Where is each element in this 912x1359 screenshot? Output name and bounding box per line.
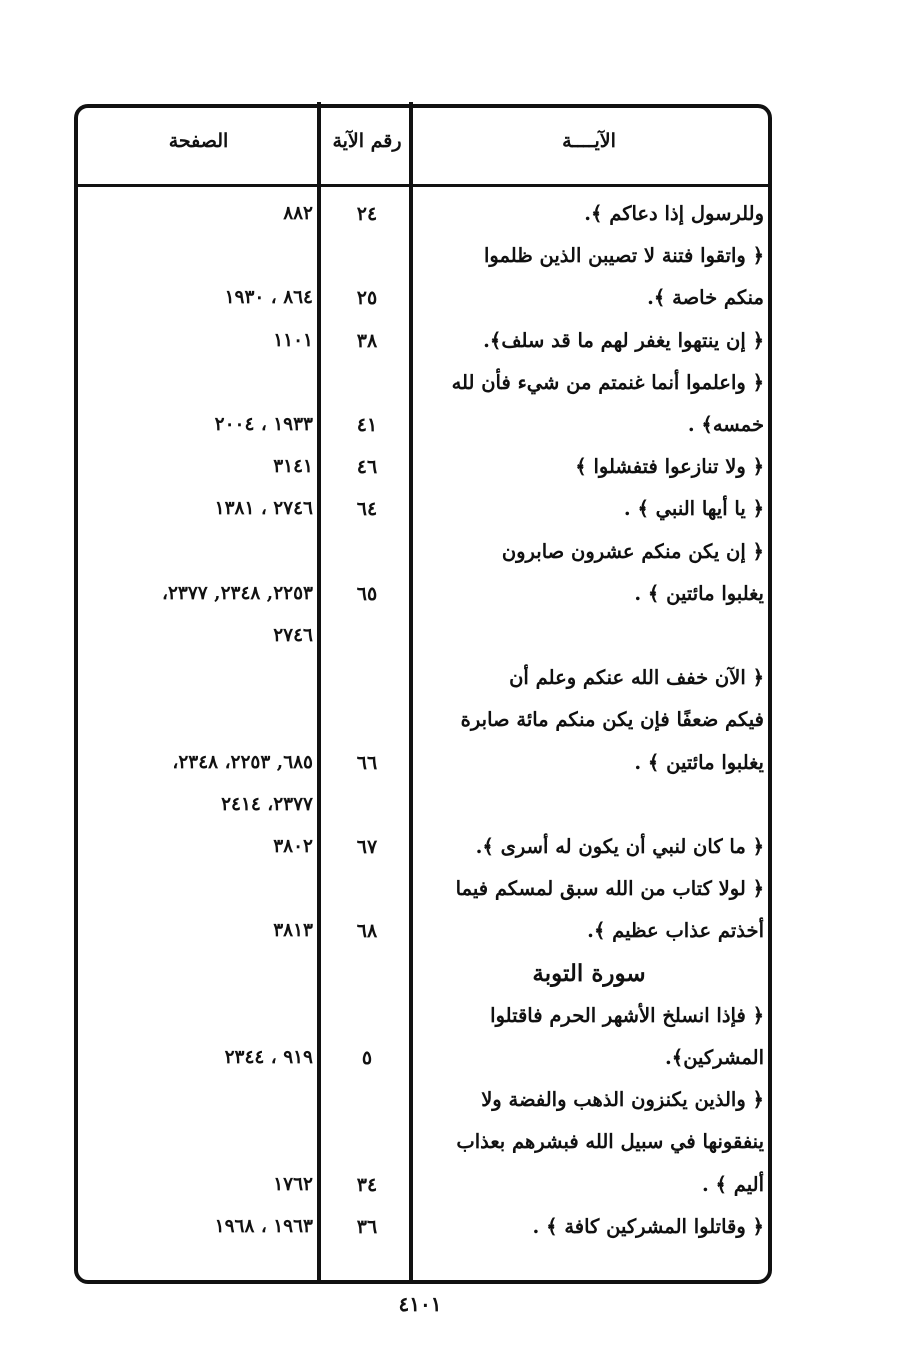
table-row xyxy=(0,362,912,404)
ayah-text: ﴿ ما كان لنبي أن يكون له أسرى ﴾. xyxy=(475,835,764,858)
ayah-number xyxy=(322,615,412,657)
ayah-text: ﴿ الآن خفف الله عنكم وعلم أن xyxy=(509,666,764,690)
page-references xyxy=(84,657,313,699)
ayah-text: ﴿ والذين يكنزون الذهب والفضة ولا xyxy=(481,1088,764,1112)
table-row xyxy=(0,277,912,319)
ayah-text: ﴿ إن يكن منكم عشرون صابرون xyxy=(501,539,764,563)
ayah-text: وللرسول إذا دعاكم ﴾. xyxy=(584,202,764,225)
table-row xyxy=(0,573,912,615)
page-references-text: ١٧٦٢ xyxy=(273,1173,313,1195)
table-row xyxy=(0,826,912,868)
ayah-number xyxy=(322,657,412,699)
page-references-text: ١٩٣٣ ، ٢٠٠٤ xyxy=(214,414,313,435)
table-row xyxy=(0,1121,912,1163)
page-references-text: ٢٣٧٧، ٢٤١٤ xyxy=(221,793,313,815)
ayah-number xyxy=(322,362,412,404)
table-row xyxy=(0,1206,912,1248)
page-references xyxy=(84,277,313,319)
ayah-number: ٦٦ xyxy=(356,751,378,774)
ayah-text: أخذتم عذاب عظيم ﴾. xyxy=(587,919,764,943)
header-number: رقم الآية xyxy=(332,130,402,152)
page-references xyxy=(84,742,313,784)
ayah-text: ﴿ يا أيها النبي ﴾ . xyxy=(623,497,764,521)
table-row xyxy=(0,404,912,446)
table-row xyxy=(0,193,912,235)
page-references xyxy=(84,615,313,657)
ayah-number xyxy=(322,699,412,741)
page-references xyxy=(84,1121,313,1163)
surah-title: سورة التوبة xyxy=(532,959,646,987)
table-row xyxy=(0,320,912,362)
ayah-number: ٦٤ xyxy=(356,498,378,521)
page-references xyxy=(84,320,313,362)
page-references-text: ١٩٦٣ ، ١٩٦٨ xyxy=(214,1215,313,1237)
ayah-text: ينفقونها في سبيل الله فبشرهم بعذاب xyxy=(456,1130,764,1154)
ayah-text: ﴿ ولا تنازعوا فتفشلوا ﴾ xyxy=(575,455,764,479)
page-references-text: ٩١٩ ، ٢٣٤٤ xyxy=(224,1047,313,1068)
ayah-text: خمسه﴾ . xyxy=(687,413,764,436)
ayah-text: ﴿ واعلموا أنما غنمتم من شيء فأن لله xyxy=(451,370,764,394)
table-row xyxy=(0,657,912,699)
page-references xyxy=(84,235,313,277)
ayah-number: ٢٤ xyxy=(356,203,378,225)
page-references xyxy=(84,362,313,404)
table-row xyxy=(0,488,912,530)
table-row xyxy=(0,446,912,488)
ayah-number: ٥ xyxy=(361,1047,373,1069)
table-row xyxy=(0,235,912,277)
ayah-number: ٤١ xyxy=(356,414,378,436)
table-row xyxy=(0,784,912,826)
ayah-number xyxy=(322,1121,412,1163)
table-row xyxy=(0,1164,912,1206)
ayah-number: ٦٧ xyxy=(356,836,378,858)
header-ayah: الآيــــة xyxy=(562,130,616,152)
page-references-text: ٦٨٥, ٢٢٥٣، ٢٣٤٨، xyxy=(172,751,313,773)
ayah-number xyxy=(322,531,412,573)
ayah-number xyxy=(322,235,412,277)
page-references xyxy=(84,1206,313,1248)
ayah-number xyxy=(322,868,412,910)
table-row xyxy=(0,868,912,910)
ayah-text: يغلبوا مائتين ﴾ . xyxy=(634,750,764,774)
ayah-text: المشركين﴾. xyxy=(664,1046,764,1069)
ayah-text: ﴿ لولا كتاب من الله سبق لمسكم فيما xyxy=(455,877,764,901)
page-references xyxy=(84,910,313,952)
page-references xyxy=(84,531,313,573)
ayah-number: ٣٨ xyxy=(356,329,378,352)
ayah-text: ﴿ فإذا انسلخ الأشهر الحرم فاقتلوا xyxy=(490,1003,764,1027)
table-row xyxy=(0,1079,912,1121)
ayah-text: أليم ﴾ . xyxy=(701,1172,764,1196)
ayah-number xyxy=(322,995,412,1037)
ayah-text xyxy=(414,784,764,826)
page-references-text: ٢٢٥٣, ٢٣٤٨, ٢٣٧٧، xyxy=(161,582,313,604)
ayah-number xyxy=(322,1079,412,1121)
table-row xyxy=(0,910,912,952)
page-references-text: ٢٧٤٦ xyxy=(273,625,313,646)
page-references xyxy=(84,404,313,446)
ayah-text: ﴿ وقاتلوا المشركين كافة ﴾ . xyxy=(532,1214,764,1238)
page-references xyxy=(84,573,313,615)
page-references-text: ٨٨٢ xyxy=(283,203,313,224)
ayah-text: ﴿ إن ينتهوا يغفر لهم ما قد سلف﴾. xyxy=(483,328,764,352)
page-references xyxy=(84,193,313,235)
ayah-text: منكم خاصة ﴾. xyxy=(647,286,764,310)
ayah-number: ٢٥ xyxy=(356,287,378,310)
table-row xyxy=(0,615,912,657)
table-row xyxy=(0,742,912,784)
ayah-number: ٦٥ xyxy=(356,582,378,605)
page-number: ٤١٠١ xyxy=(398,1292,442,1316)
page-references xyxy=(84,446,313,488)
ayah-number: ٦٨ xyxy=(356,920,378,943)
header-divider xyxy=(76,184,770,187)
page-references-text: ١١٠١ xyxy=(273,329,313,351)
ayah-text: فيكم ضعفًا فإن يكن منكم مائة صابرة xyxy=(460,708,764,732)
page-references-text: ٨٦٤ ، ١٩٣٠ xyxy=(224,287,313,309)
page-references xyxy=(84,488,313,530)
page-references xyxy=(84,699,313,741)
page-references xyxy=(84,1079,313,1121)
table-row xyxy=(0,1037,912,1079)
page-references xyxy=(84,995,313,1037)
ayah-number: ٣٦ xyxy=(356,1215,378,1238)
page-references-text: ٣١٤١ xyxy=(273,456,313,478)
page-references xyxy=(84,826,313,868)
surah-heading-row xyxy=(0,953,912,995)
ayah-number: ٣٤ xyxy=(356,1173,378,1196)
ayah-number xyxy=(322,784,412,826)
table-row xyxy=(0,531,912,573)
page-references xyxy=(84,1164,313,1206)
page-references xyxy=(84,868,313,910)
ayah-text xyxy=(414,615,764,657)
table-row xyxy=(0,699,912,741)
page-references-text: ٢٧٤٦ ، ١٣٨١ xyxy=(214,498,313,520)
table-row xyxy=(0,995,912,1037)
page-references xyxy=(84,1037,313,1079)
header-page: الصفحة xyxy=(168,130,229,152)
ayah-number: ٤٦ xyxy=(356,456,378,479)
page-references-text: ٣٨٠٢ xyxy=(273,836,313,857)
page-references-text: ٣٨١٣ xyxy=(273,920,313,942)
ayah-text: يغلبوا مائتين ﴾ . xyxy=(634,581,764,605)
ayah-text: ﴿ واتقوا فتنة لا تصيبن الذين ظلموا xyxy=(484,244,764,268)
page-references xyxy=(84,784,313,826)
